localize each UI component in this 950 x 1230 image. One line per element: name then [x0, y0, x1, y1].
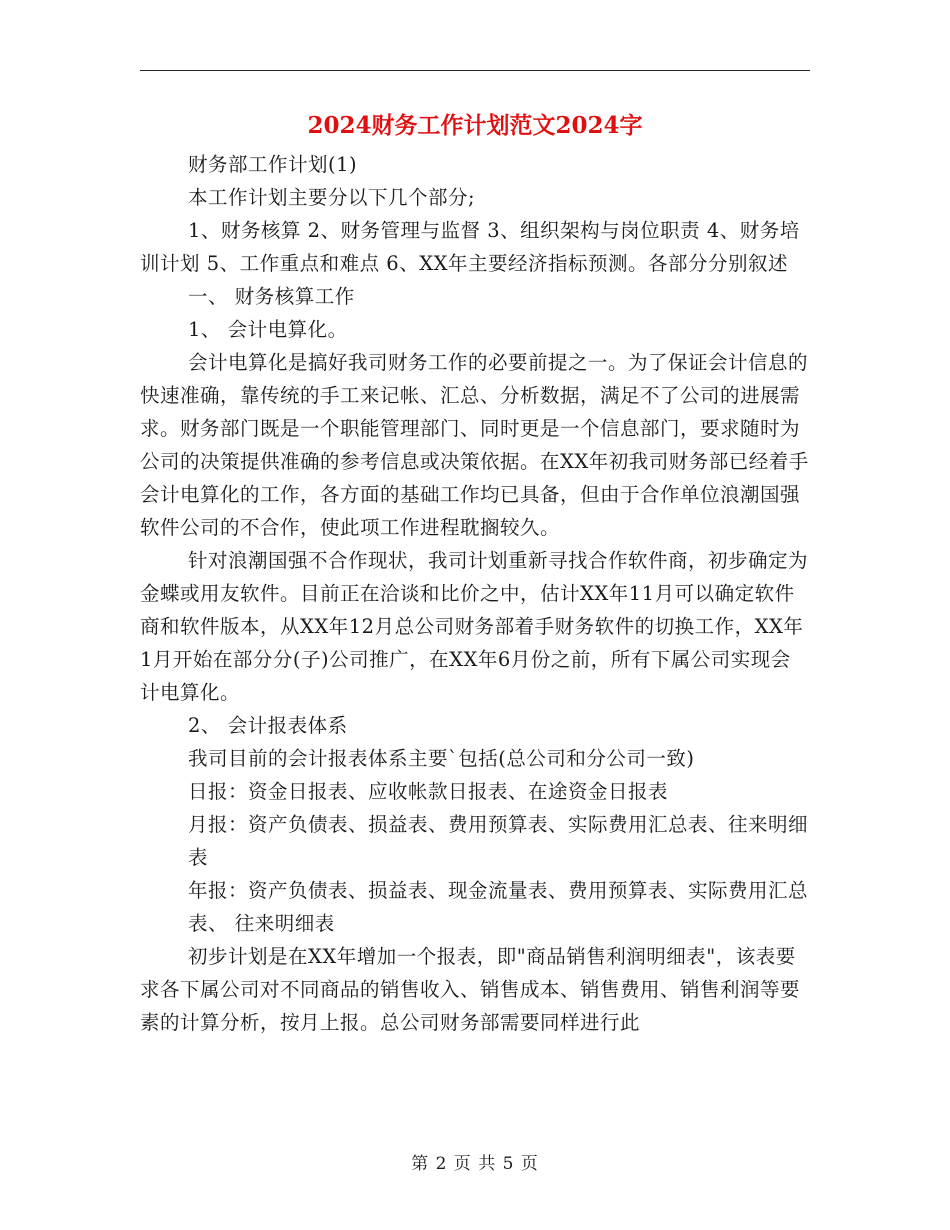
paragraph: 初步计划是在XX年增加一个报表，即"商品销售利润明细表"，该表要求各下属公司对不同商品的销售收入、销售成本、销售费用、销售利润等要素的计算分析，按月上报。总公司财务部需要同样进行此 — [140, 945, 801, 1034]
header-rule — [140, 70, 810, 71]
document-title: 2024财务工作计划范文2024字 — [307, 112, 643, 139]
paragraph: 会计电算化是搞好我司财务工作的必要前提之一。为了保证会计信息的快速准确，靠传统的手工来记帐、汇总、分析数据，满足不了公司的进展需求。财务部门既是一个职能管理部门、同时更是一个信息部门，要求随时为公司的决策提供准确的参考信息或决策依据。在XX年初我司财务部已经着手会计电算化的工作，各方面的基础工作均已具备，但由于合作单位浪潮国强软件公司的不合作，使此项工作进程耽搁较久。 — [140, 351, 809, 539]
report-list-item: 日报：资金日报表、应收帐款日报表、在途资金日报表 — [188, 780, 669, 803]
paragraph: 1、财务核算 2、财务管理与监督 3、组织架构与岗位职责 4、财务培训计划 5、工作重点和难点 6、XX年主要经济指标预测。各部分分别叙述 — [140, 219, 800, 275]
section-heading: 一、 财务核算工作 — [188, 285, 355, 308]
report-list-item: 月报：资产负债表、损益表、费用预算表、实际费用汇总表、往来明细表 — [188, 813, 809, 869]
subsection-heading: 2、 会计报表体系 — [188, 714, 348, 737]
subsection-heading: 1、 会计电算化。 — [188, 318, 348, 341]
paragraph: 我司目前的会计报表体系主要`包括(总公司和分公司一致) — [188, 747, 695, 770]
paragraph: 针对浪潮国强不合作现状，我司计划重新寻找合作软件商，初步确定为金蝶或用友软件。目前正在洽谈和比价之中，估计XX年11月可以确定软件商和软件版本，从XX年12月总公司财务部着手财务软件的切换工作，XX年1月开始在部分分(子)公司推广，在XX年6月份之前，所有下属公司实现会计电算化。 — [140, 549, 809, 704]
paragraph: 财务部工作计划(1) — [188, 153, 358, 176]
report-list-item: 年报：资产负债表、损益表、现金流量表、费用预算表、实际费用汇总表、 往来明细表 — [188, 879, 809, 935]
page-footer: 第 2 页 共 5 页 — [411, 1154, 539, 1174]
document-body — [140, 148, 810, 1039]
paragraph: 本工作计划主要分以下几个部分; — [188, 186, 476, 209]
